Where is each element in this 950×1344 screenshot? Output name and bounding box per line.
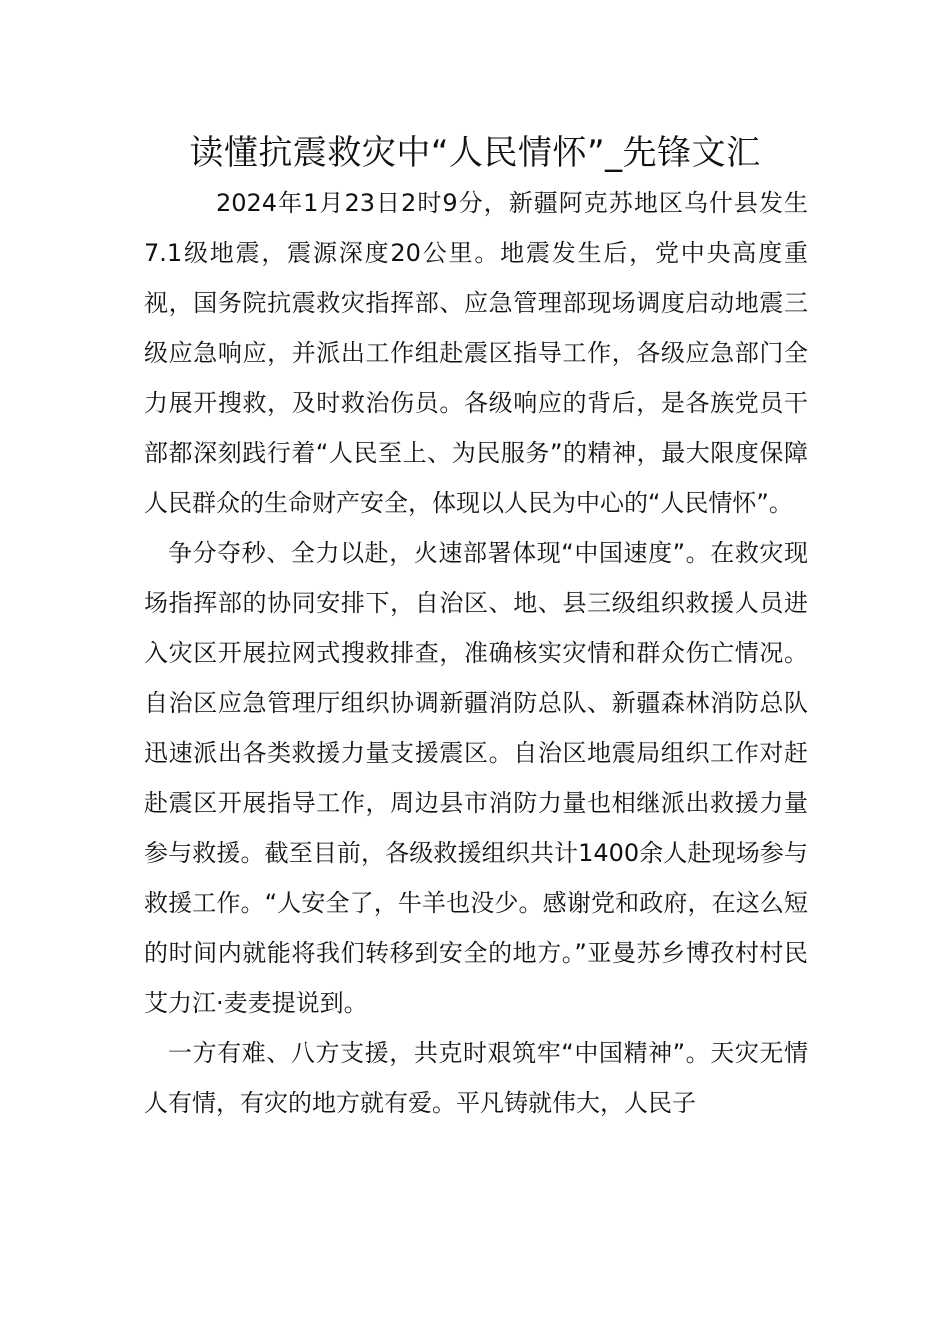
paragraph-earthquake-overview: 2024年1月23日2时9分，新疆阿克苏地区乌什县发生7.1级地震，震源深度20公里。地震发生后，党中央高度重视，国务院抗震救灾指挥部、应急管理部现场调度启动地震三级应急响应，并派出工作组赴震区指导工作，各级应急部门全力展开搜救，及时救治伤员。各级响应的背后，是各族党员干部都深刻践行着“人民至上、为民服务”的精神，最大限度保障人民群众的生命财产安全，体现以人民为中心的“人民情怀”。 <box>144 189 808 517</box>
document-title: 读懂抗震救灾中“人民情怀”_先锋文汇 <box>189 133 761 173</box>
paragraph-china-spirit: 一方有难、八方支援，共克时艰筑牢“中国精神”。天灾无情人有情，有灾的地方就有爱。平凡铸就伟大，人民子 <box>144 1039 808 1117</box>
document-body <box>144 178 808 1128</box>
paragraph-china-speed: 争分夺秒、全力以赴，火速部署体现“中国速度”。在救灾现场指挥部的协同安排下，自治区、地、县三级组织救援人员进入灾区开展拉网式搜救排查，准确核实灾情和群众伤亡情况。自治区应急管理厅组织协调新疆消防总队、新疆森林消防总队迅速派出各类救援力量支援震区。自治区地震局组织工作对赶赴震区开展指导工作，周边县市消防力量也相继派出救援力量参与救援。截至目前，各级救援组织共计1400余人赴现场参与救援工作。“人安全了，牛羊也没少。感谢党和政府，在这么短的时间内就能将我们转移到安全的地方。”亚曼苏乡博孜村村民艾力江·麦麦提说到。 <box>144 539 808 1017</box>
